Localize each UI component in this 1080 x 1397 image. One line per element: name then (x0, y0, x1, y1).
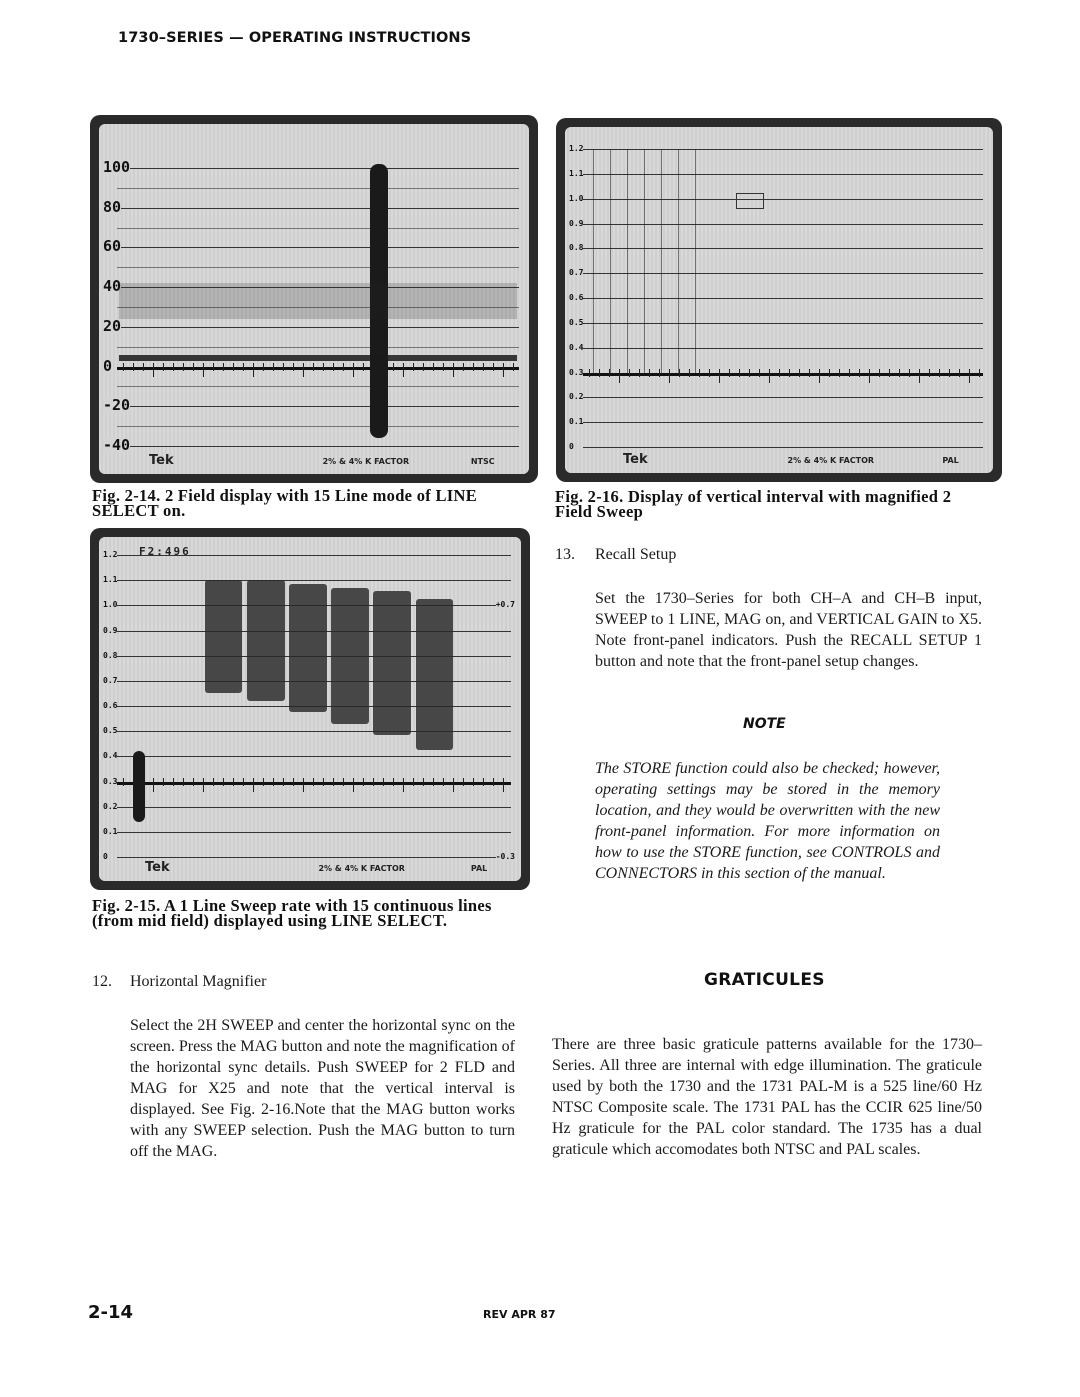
baseline-tick (313, 363, 314, 371)
baseline-tick (223, 778, 224, 786)
color-bar-step (331, 588, 369, 724)
baseline-tick (433, 778, 434, 786)
baseline-tick (293, 363, 294, 371)
baseline-tick (263, 363, 264, 371)
baseline-tick (789, 369, 790, 377)
graticule-label: 1.1 (103, 575, 118, 585)
line-readout: F2:496 (139, 545, 191, 558)
graticule-line (583, 397, 983, 398)
baseline-tick (619, 369, 620, 383)
graticule-minor-line (117, 426, 519, 427)
baseline-tick (213, 778, 214, 786)
figure-2-14-caption: Fig. 2-14. 2 Field display with 15 Line mode of LINE SELECT on. (92, 486, 478, 520)
graticule-line (117, 756, 511, 757)
graticule-line (117, 807, 511, 808)
baseline-tick (213, 363, 214, 371)
graticule-label: 0.6 (569, 293, 584, 302)
graticule-line (117, 367, 519, 370)
revision-date: REV APR 87 (483, 1308, 556, 1321)
equalizing-pulse-trace (593, 149, 594, 373)
equalizing-pulse-trace (695, 149, 696, 373)
baseline-tick (253, 778, 254, 792)
graticule-label: 0.1 (569, 417, 584, 427)
right-scale-label: +0.7 (495, 600, 515, 610)
standard-label: PAL (942, 456, 959, 465)
waveform-screen (565, 127, 993, 473)
step-13-title: Recall Setup (595, 546, 677, 563)
baseline-tick (223, 363, 224, 371)
baseline-tick (483, 363, 484, 371)
baseline-tick (869, 369, 870, 383)
section-heading-graticules: GRATICULES (704, 970, 825, 990)
baseline-tick (959, 369, 960, 377)
graticule-line (583, 298, 983, 299)
baseline-tick (353, 363, 354, 377)
baseline-tick (689, 369, 690, 377)
baseline-tick (233, 363, 234, 371)
standard-label: PAL (470, 864, 488, 873)
baseline-tick (183, 778, 184, 786)
graticule-label: 0.8 (569, 243, 584, 253)
graticule-label: 0.9 (103, 625, 118, 635)
baseline-tick (589, 369, 590, 377)
step-12-number: 12. (92, 973, 112, 990)
graticule-line (117, 168, 519, 169)
graticule-label: 0.1 (103, 826, 118, 836)
baseline-tick (759, 369, 760, 377)
graticule-label: 0.6 (103, 701, 118, 710)
graticule-line (117, 446, 519, 447)
baseline-tick (859, 369, 860, 377)
graticule-label: 60 (103, 237, 122, 256)
baseline-tick (153, 363, 154, 377)
baseline-tick (443, 363, 444, 371)
graticule-label: 0.4 (569, 342, 584, 352)
baseline-tick (809, 369, 810, 377)
baseline-tick (839, 369, 840, 377)
baseline-tick (363, 778, 364, 786)
baseline-tick (699, 369, 700, 377)
baseline-tick (343, 363, 344, 371)
baseline-tick (769, 369, 770, 383)
figure-2-15-caption: Fig. 2-15. A 1 Line Sweep rate with 15 continuous lines (from mid field) displayed using LINE SELECT. (92, 896, 492, 930)
graticule-line (583, 248, 983, 249)
tek-logo: Tek (145, 860, 170, 875)
k-factor-label: 2% & 4% K FACTOR (322, 457, 410, 466)
graticules-body: There are three basic graticule patterns available for the 1730–Series. All three are internal with edge illumination. The graticule used by both the 1730 and the 1731 PAL-M is a 525 line/60 Hz NTSC Composite scale. The 1731 PAL has the CCIR 625 line/50 Hz graticule for the PAL color standard. The 1735 has a dual graticule which accomodates both NTSC and PAL scales. (552, 1036, 982, 1158)
graticule-line (117, 782, 511, 785)
burst-trace (133, 751, 145, 821)
step-13-body: Set the 1730–Series for both CH–A and CH–B input, SWEEP to 1 LINE, MAG on, and VERTICAL GAIN to X5. Note front-panel indicators. Push the RECALL SETUP 1 button and note that the front-panel setup changes. (595, 590, 982, 670)
baseline-tick (343, 778, 344, 786)
waveform-screen (99, 124, 529, 474)
right-scale-label: -0.3 (495, 852, 515, 861)
baseline-tick (909, 369, 910, 377)
baseline-tick (899, 369, 900, 377)
baseline-tick (649, 369, 650, 377)
baseline-tick (123, 363, 124, 371)
graticule-label: 1.2 (103, 550, 118, 559)
graticule-minor-line (117, 188, 519, 189)
graticule-line (583, 348, 983, 349)
graticule-minor-line (117, 386, 519, 387)
graticule-minor-line (117, 228, 519, 229)
graticule-label: 0.7 (569, 268, 584, 278)
baseline-tick (669, 369, 670, 383)
baseline-tick (443, 778, 444, 786)
graticule-line (583, 422, 983, 423)
graticule-label: 0.8 (103, 650, 118, 660)
graticule-line (117, 857, 511, 858)
tek-logo: Tek (149, 453, 174, 468)
baseline-tick (183, 363, 184, 371)
graticule-label: 1.0 (569, 193, 584, 203)
color-bar-step (289, 584, 327, 712)
baseline-tick (849, 369, 850, 377)
baseline-tick (503, 363, 504, 377)
baseline-tick (163, 778, 164, 786)
graticule-line (117, 327, 519, 328)
graticule-label: 1.1 (569, 168, 584, 178)
graticule-line (117, 208, 519, 209)
baseline-tick (879, 369, 880, 377)
baseline-tick (353, 778, 354, 792)
baseline-tick (599, 369, 600, 377)
graticule-minor-line (117, 267, 519, 268)
baseline-tick (323, 363, 324, 371)
graticule-line (117, 832, 511, 833)
baseline-tick (303, 363, 304, 377)
graticule-line (583, 224, 983, 225)
color-bar-step (247, 580, 285, 701)
baseline-tick (889, 369, 890, 377)
graticule-line (583, 149, 983, 150)
line-select-marker (736, 193, 764, 209)
baseline-tick (413, 778, 414, 786)
graticule-label: 0 (103, 852, 108, 861)
baseline-tick (313, 778, 314, 786)
baseline-tick (503, 778, 504, 792)
baseline-tick (829, 369, 830, 377)
baseline-tick (163, 363, 164, 371)
graticule-line (117, 580, 511, 581)
baseline-tick (473, 778, 474, 786)
note-body: The STORE function could also be checked; however, operating settings may be stored in the memory location, and they would be overwritten with the new front-panel information. For more information on how to use the STORE function, see CONTROLS and CONNECTORS in this section of the manual. (595, 760, 940, 882)
baseline-tick (423, 363, 424, 371)
baseline-tick (493, 363, 494, 371)
figure-2-16-caption: Fig. 2-16. Display of vertical interval with magnified 2 Field Sweep (555, 487, 952, 521)
graticule-line (583, 199, 983, 200)
baseline-tick (193, 778, 194, 786)
figure-2-15-photo (90, 528, 530, 890)
graticule-line (583, 373, 983, 376)
baseline-tick (273, 363, 274, 371)
tek-logo: Tek (623, 452, 648, 467)
baseline-tick (173, 363, 174, 371)
graticule-label: 1.0 (103, 600, 118, 610)
graticule-label: 0.3 (103, 776, 118, 786)
baseline-tick (243, 363, 244, 371)
graticule-line (583, 323, 983, 324)
baseline-tick (709, 369, 710, 377)
baseline-tick (483, 778, 484, 786)
baseline-tick (969, 369, 970, 383)
graticule-label: 100 (103, 158, 131, 176)
equalizing-pulse-trace (610, 149, 611, 373)
step-13-number: 13. (555, 546, 575, 563)
graticule-label: 80 (103, 197, 122, 216)
graticule-label: -20 (103, 396, 131, 415)
baseline-tick (403, 363, 404, 377)
baseline-tick (173, 778, 174, 786)
baseline-tick (123, 778, 124, 786)
baseline-tick (393, 363, 394, 371)
baseline-tick (283, 363, 284, 371)
graticule-label: 0.5 (103, 726, 118, 736)
baseline-tick (679, 369, 680, 377)
baseline-tick (739, 369, 740, 377)
graticule-line (117, 406, 519, 407)
baseline-tick (979, 369, 980, 377)
blanking-trace (119, 355, 517, 361)
baseline-tick (333, 778, 334, 786)
baseline-tick (919, 369, 920, 383)
graticule-label: 20 (103, 316, 122, 335)
baseline-tick (719, 369, 720, 383)
graticule-label: 0 (103, 356, 113, 375)
graticule-line (117, 247, 519, 248)
baseline-tick (453, 363, 454, 377)
baseline-tick (273, 778, 274, 786)
color-bar-step (373, 591, 411, 734)
waveform-screen (99, 537, 521, 881)
baseline-tick (283, 778, 284, 786)
baseline-tick (413, 363, 414, 371)
baseline-tick (819, 369, 820, 383)
baseline-tick (393, 778, 394, 786)
graticule-label: 0.2 (569, 392, 584, 402)
baseline-tick (253, 363, 254, 377)
baseline-tick (799, 369, 800, 377)
baseline-tick (433, 363, 434, 371)
luminance-band (119, 283, 517, 319)
baseline-tick (333, 363, 334, 371)
baseline-tick (293, 778, 294, 786)
baseline-tick (463, 363, 464, 371)
k-factor-label: 2% & 4% K FACTOR (787, 456, 875, 465)
graticule-label: -40 (103, 436, 131, 454)
baseline-tick (193, 363, 194, 371)
figure-2-16-photo (556, 118, 1002, 482)
baseline-tick (493, 778, 494, 786)
baseline-tick (133, 363, 134, 371)
note-heading: NOTE (743, 716, 786, 732)
graticule-label: 0.5 (569, 317, 584, 327)
baseline-tick (939, 369, 940, 377)
graticule-label: 0.3 (569, 367, 584, 377)
baseline-tick (373, 778, 374, 786)
baseline-tick (403, 778, 404, 792)
baseline-tick (629, 369, 630, 377)
baseline-tick (303, 778, 304, 792)
baseline-tick (243, 778, 244, 786)
baseline-tick (929, 369, 930, 377)
graticule-label: 0.9 (569, 218, 584, 228)
running-head: 1730–SERIES — OPERATING INSTRUCTIONS (118, 30, 472, 46)
step-12-title: Horizontal Magnifier (130, 973, 267, 990)
graticule-minor-line (117, 347, 519, 348)
baseline-tick (233, 778, 234, 786)
color-bar-step (416, 599, 454, 750)
equalizing-pulse-trace (661, 149, 662, 373)
k-factor-label: 2% & 4% K FACTOR (318, 864, 405, 873)
baseline-tick (203, 778, 204, 792)
graticule-label: 40 (103, 277, 122, 296)
baseline-tick (383, 778, 384, 786)
baseline-tick (779, 369, 780, 377)
baseline-tick (949, 369, 950, 377)
baseline-tick (203, 363, 204, 377)
graticule-label: 0.2 (103, 801, 118, 811)
baseline-tick (143, 363, 144, 371)
step-12-body: Select the 2H SWEEP and center the horizontal sync on the screen. Press the MAG button and note the magnification of the horizontal sync details. Push SWEEP for 2 FLD and MAG for X25 and note that the vertical interval is displayed. See Fig. 2-16.Note that the MAG button works with any SWEEP selection. Push the MAG button to turn off the MAG. (130, 1017, 515, 1160)
baseline-tick (323, 778, 324, 786)
equalizing-pulse-trace (678, 149, 679, 373)
graticule-line (583, 174, 983, 175)
equalizing-pulse-trace (627, 149, 628, 373)
baseline-tick (453, 778, 454, 792)
graticule-label: 0.7 (103, 675, 118, 685)
graticule-label: 0 (569, 442, 574, 451)
baseline-tick (463, 778, 464, 786)
standard-label: NTSC (470, 457, 495, 466)
figure-2-14-photo (90, 115, 538, 483)
page-number: 2-14 (88, 1302, 134, 1323)
graticule-line (583, 447, 983, 448)
equalizing-pulse-trace (644, 149, 645, 373)
baseline-tick (423, 778, 424, 786)
baseline-tick (659, 369, 660, 377)
baseline-tick (473, 363, 474, 371)
baseline-tick (749, 369, 750, 377)
baseline-tick (153, 778, 154, 792)
baseline-tick (263, 778, 264, 786)
graticule-label: 0.4 (103, 751, 118, 761)
baseline-tick (513, 363, 514, 371)
color-bar-step (205, 580, 243, 693)
graticule-line (583, 273, 983, 274)
graticule-label: 1.2 (569, 144, 584, 153)
baseline-tick (639, 369, 640, 377)
baseline-tick (729, 369, 730, 377)
baseline-tick (363, 363, 364, 371)
